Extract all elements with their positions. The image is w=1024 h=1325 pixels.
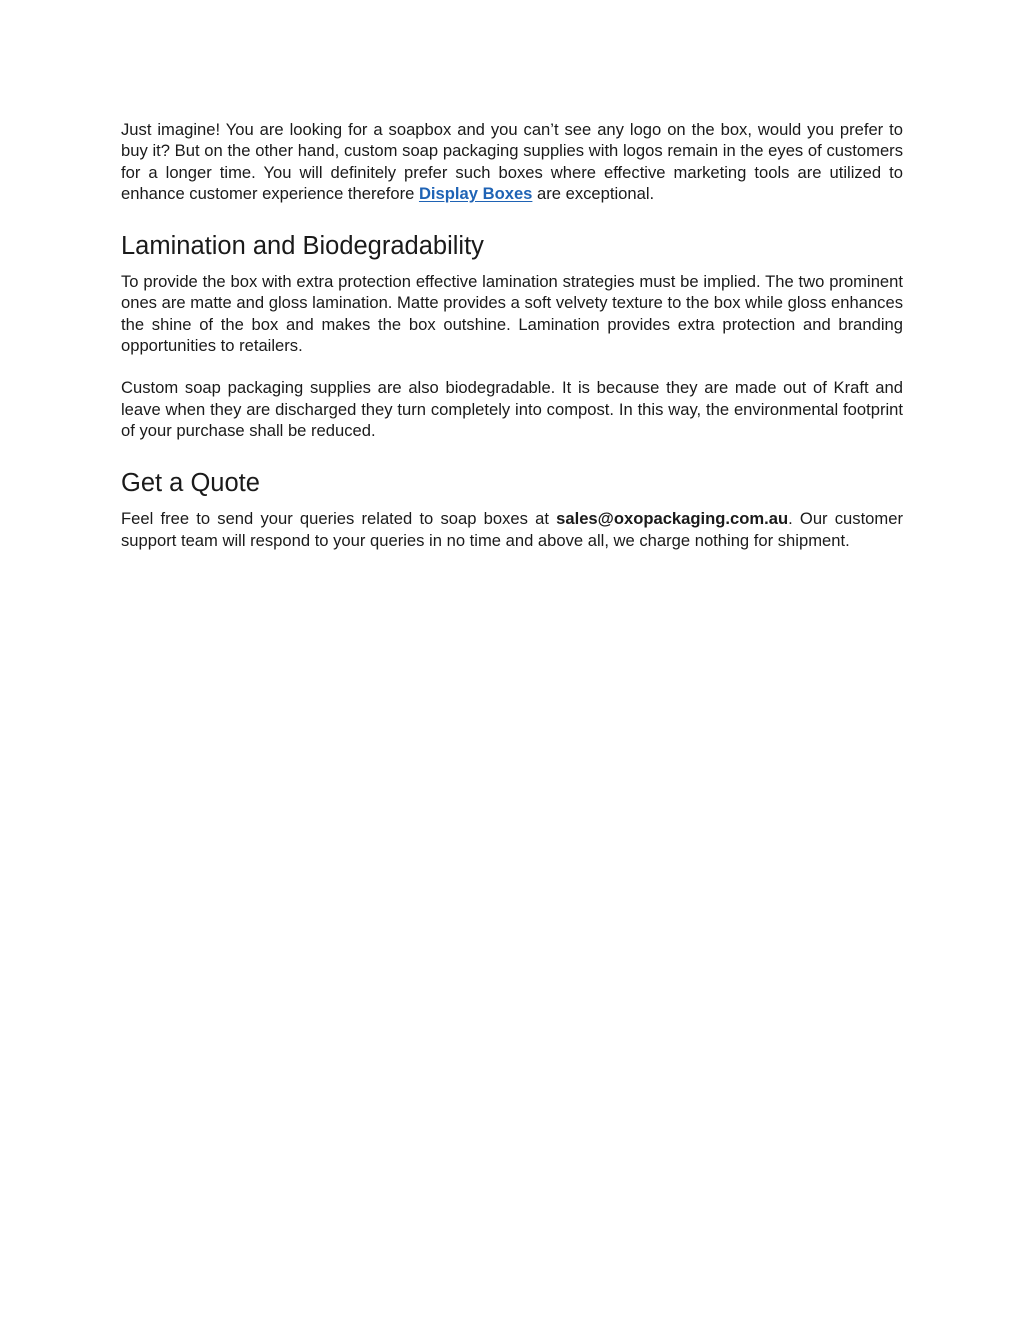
get-a-quote-heading: Get a Quote <box>121 469 260 498</box>
quote-text-after-email: . Our customer support team will respond to your queries in no time and above all, we charge nothing for shipment. <box>121 509 903 550</box>
lamination-heading: Lamination and Biodegradability <box>121 232 484 261</box>
quote-text-before-email: Feel free to send your queries related to soap boxes at <box>121 509 557 529</box>
intro-text-after-link: are exceptional. <box>532 183 655 203</box>
intro-paragraph <box>121 119 903 204</box>
biodegradability-paragraph: Custom soap packaging supplies are also biodegradable. It is because they are made out of Kraft and leave when they are discharged they turn completely into compost. In this way, the environmental footprint of your purchase shall be reduced. <box>121 378 903 440</box>
intro-text-before-link: Just imagine! You are looking for a soapbox and you can’t see any logo on the box, would you prefer to buy it? But on the other hand, custom soap packaging supplies with logos remain in the eyes of customers for a longer time. You will definitely prefer such boxes where effective marketing tools are utilized to enhance customer experience therefore <box>121 120 903 203</box>
contact-email: sales@oxopackaging.com.au <box>556 509 789 529</box>
document-page <box>121 119 903 551</box>
quote-paragraph <box>121 508 903 551</box>
display-boxes-link[interactable]: Display Boxes <box>418 183 533 203</box>
lamination-paragraph: To provide the box with extra protection effective lamination strategies must be implied. The two prominent ones are matte and gloss lamination. Matte provides a soft velvety texture to the box while gloss enhances the shine of the box and makes the box outshine. Lamination provides extra protection and branding opportunities to retailers. <box>121 272 903 356</box>
